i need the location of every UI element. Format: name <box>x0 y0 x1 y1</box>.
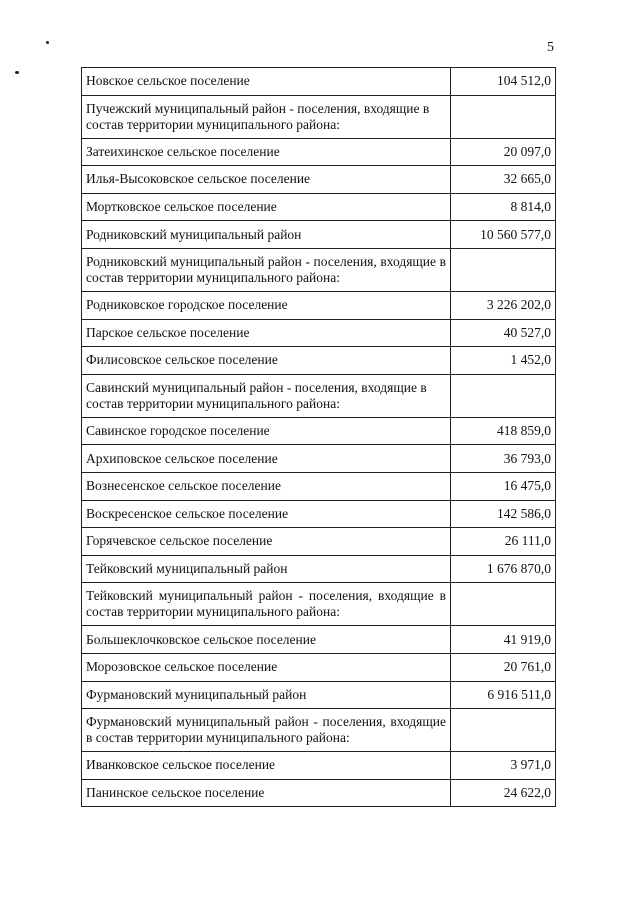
row-value: 1 452,0 <box>451 347 556 375</box>
table-row <box>82 291 556 319</box>
table-row <box>82 68 556 96</box>
table-row <box>82 221 556 249</box>
row-name: Родниковский муниципальный район - поселения, входящие в состав территории муниципального района: <box>82 248 451 291</box>
row-value: 16 475,0 <box>451 472 556 500</box>
row-name: Воскресенское сельское поселение <box>82 500 451 528</box>
table-row <box>82 583 556 626</box>
row-name: Родниковский муниципальный район <box>82 221 451 249</box>
row-name: Затеихинское сельское поселение <box>82 138 451 166</box>
row-value: 8 814,0 <box>451 193 556 221</box>
table-row <box>82 528 556 556</box>
row-value: 40 527,0 <box>451 319 556 347</box>
row-value: 36 793,0 <box>451 445 556 473</box>
table-row <box>82 681 556 709</box>
row-name: Новское сельское поселение <box>82 68 451 96</box>
table-row <box>82 626 556 654</box>
row-name: Тейковский муниципальный район <box>82 555 451 583</box>
row-value: 26 111,0 <box>451 528 556 556</box>
row-name: Панинское сельское поселение <box>82 779 451 807</box>
table-row <box>82 500 556 528</box>
row-name: Пучежский муниципальный район - поселения, входящие в состав территории муниципального района: <box>82 95 451 138</box>
budget-table <box>81 67 556 807</box>
row-name: Иванковское сельское поселение <box>82 752 451 780</box>
row-name: Филисовское сельское поселение <box>82 347 451 375</box>
row-name: Морозовское сельское поселение <box>82 653 451 681</box>
row-value: 418 859,0 <box>451 417 556 445</box>
table-row <box>82 193 556 221</box>
row-value: 24 622,0 <box>451 779 556 807</box>
row-value: 3 226 202,0 <box>451 291 556 319</box>
row-name: Тейковский муниципальный район - поселения, входящие в состав территории муниципального района: <box>82 583 451 626</box>
row-value: 6 916 511,0 <box>451 681 556 709</box>
row-value: 142 586,0 <box>451 500 556 528</box>
table-row <box>82 472 556 500</box>
table-row <box>82 95 556 138</box>
row-name: Родниковское городское поселение <box>82 291 451 319</box>
row-value: 1 676 870,0 <box>451 555 556 583</box>
table-row <box>82 248 556 291</box>
row-name: Фурмановский муниципальный район <box>82 681 451 709</box>
row-value: 104 512,0 <box>451 68 556 96</box>
table-row <box>82 319 556 347</box>
row-name: Парское сельское поселение <box>82 319 451 347</box>
row-name: Большеклочковское сельское поселение <box>82 626 451 654</box>
table-row <box>82 417 556 445</box>
table-row <box>82 709 556 752</box>
table-row <box>82 555 556 583</box>
row-name: Вознесенское сельское поселение <box>82 472 451 500</box>
table-row <box>82 138 556 166</box>
row-value: 20 097,0 <box>451 138 556 166</box>
row-name: Горячевское сельское поселение <box>82 528 451 556</box>
row-name: Савинский муниципальный район - поселения, входящие в состав территории муниципального района: <box>82 374 451 417</box>
row-value <box>451 374 556 417</box>
table-row <box>82 779 556 807</box>
row-value <box>451 95 556 138</box>
row-name: Архиповское сельское поселение <box>82 445 451 473</box>
scan-speck <box>15 71 19 74</box>
row-value <box>451 248 556 291</box>
row-value: 32 665,0 <box>451 166 556 194</box>
row-value <box>451 709 556 752</box>
row-name: Илья-Высоковское сельское поселение <box>82 166 451 194</box>
row-name: Мортковское сельское поселение <box>82 193 451 221</box>
row-value: 3 971,0 <box>451 752 556 780</box>
row-name: Фурмановский муниципальный район - поселения, входящие в состав территории муниципального района: <box>82 709 451 752</box>
table-row <box>82 374 556 417</box>
row-name: Савинское городское поселение <box>82 417 451 445</box>
page-number: 5 <box>547 40 554 55</box>
table-row <box>82 166 556 194</box>
table-row <box>82 445 556 473</box>
scan-speck <box>46 41 49 44</box>
row-value: 41 919,0 <box>451 626 556 654</box>
table-row <box>82 752 556 780</box>
table-row <box>82 347 556 375</box>
row-value: 10 560 577,0 <box>451 221 556 249</box>
row-value: 20 761,0 <box>451 653 556 681</box>
row-value <box>451 583 556 626</box>
table-row <box>82 653 556 681</box>
